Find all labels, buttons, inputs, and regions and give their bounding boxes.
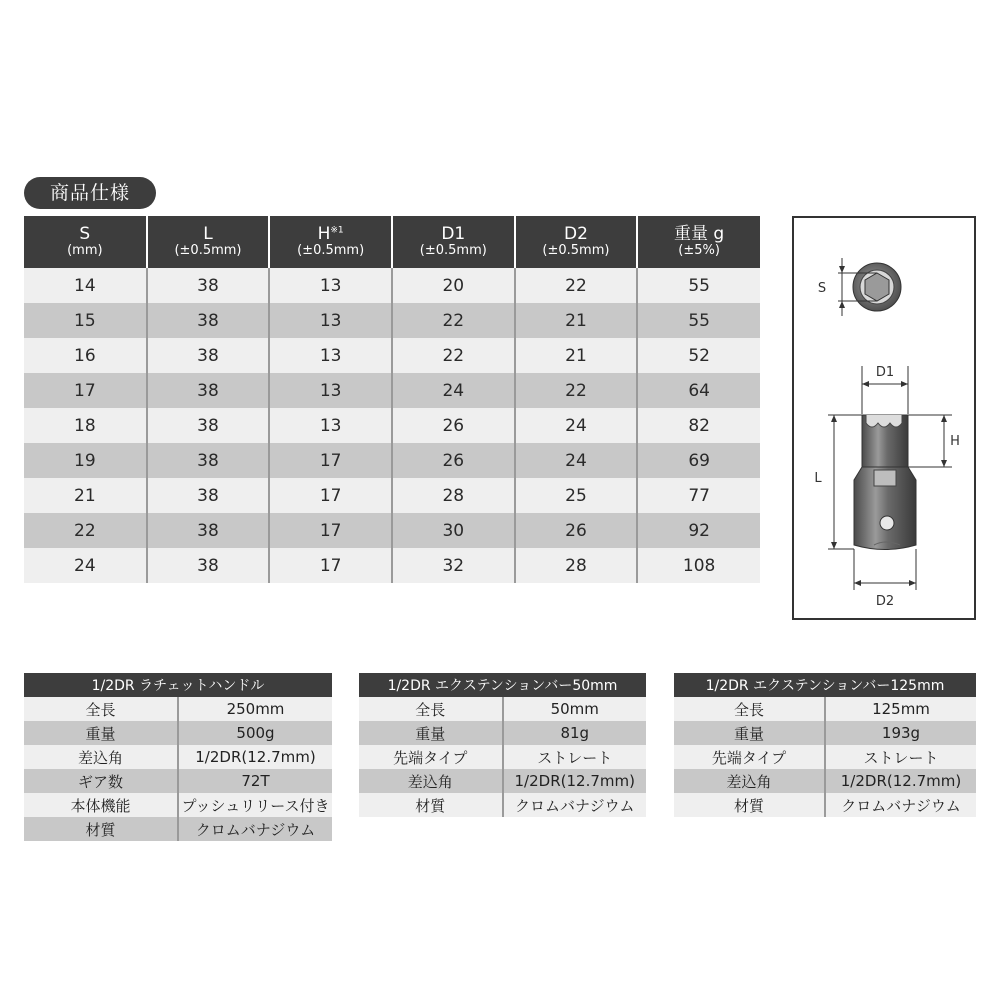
spec-title: 1/2DR エクステンションバー50mm [359, 673, 646, 697]
cell-h: 13 [269, 408, 392, 443]
spec-title: 1/2DR ラチェットハンドル [24, 673, 332, 697]
cell-l: 38 [147, 548, 270, 583]
cell-d1: 26 [392, 443, 515, 478]
spec-row [24, 817, 332, 841]
cell-weight: 55 [637, 303, 760, 338]
spec-row [24, 745, 332, 769]
spec-table [24, 216, 760, 583]
cell-s: 16 [24, 338, 147, 373]
spec-label: 重量 [674, 721, 825, 745]
cell-s: 18 [24, 408, 147, 443]
cell-h: 17 [269, 443, 392, 478]
spec-title: 1/2DR エクステンションバー125mm [674, 673, 976, 697]
spec-value: ストレート [825, 745, 976, 769]
cell-d2: 28 [515, 548, 638, 583]
cell-s: 19 [24, 443, 147, 478]
spec-row [674, 793, 976, 817]
cell-h: 17 [269, 478, 392, 513]
cell-s: 21 [24, 478, 147, 513]
spec-label: 重量 [359, 721, 503, 745]
table-row [24, 513, 760, 548]
cell-d2: 22 [515, 373, 638, 408]
spec-value: 50mm [503, 697, 647, 721]
header-h: $H^{※1}$ (±0.5mm) [269, 216, 392, 268]
spec-label: 重量 [24, 721, 178, 745]
cell-l: 38 [147, 303, 270, 338]
socket-side-view [854, 415, 916, 550]
cell-weight: 82 [637, 408, 760, 443]
table-row [24, 548, 760, 583]
spec-label: 差込角 [359, 769, 503, 793]
spec-label: 差込角 [24, 745, 178, 769]
cell-d2: 26 [515, 513, 638, 548]
cell-l: 38 [147, 478, 270, 513]
spec-value: クロムバナジウム [178, 817, 332, 841]
spec-label: 差込角 [674, 769, 825, 793]
cell-s: 15 [24, 303, 147, 338]
spec-value: 125mm [825, 697, 976, 721]
cell-d1: 24 [392, 373, 515, 408]
spec-label: 材質 [674, 793, 825, 817]
cell-weight: 69 [637, 443, 760, 478]
table-row [24, 268, 760, 303]
spec-label: 全長 [359, 697, 503, 721]
spec-row [24, 793, 332, 817]
spec-value: 500g [178, 721, 332, 745]
spec-label: 先端タイプ [674, 745, 825, 769]
label-d2: D2 [875, 594, 895, 609]
spec-row [674, 697, 976, 721]
cell-h: 17 [269, 513, 392, 548]
cell-d1: 22 [392, 338, 515, 373]
spec-value: 250mm [178, 697, 332, 721]
spec-value: プッシュリリース付き [178, 793, 332, 817]
spec-value: クロムバナジウム [503, 793, 647, 817]
cell-l: 38 [147, 268, 270, 303]
cell-s: 22 [24, 513, 147, 548]
spec-extension-bar-50 [359, 673, 646, 817]
header-s: S (mm) [24, 216, 147, 268]
cell-d2: 21 [515, 303, 638, 338]
spec-value: 1/2DR(12.7mm) [503, 769, 647, 793]
spec-value: 1/2DR(12.7mm) [825, 769, 976, 793]
spec-label: 先端タイプ [359, 745, 503, 769]
cell-l: 38 [147, 443, 270, 478]
label-s: S [817, 281, 827, 296]
spec-row [24, 721, 332, 745]
socket-diagram [792, 216, 976, 620]
cell-h: 13 [269, 338, 392, 373]
section-title: 商品仕様 [24, 177, 156, 209]
spec-row [359, 769, 646, 793]
cell-weight: 64 [637, 373, 760, 408]
cell-h: 13 [269, 268, 392, 303]
spec-row [359, 721, 646, 745]
cell-l: 38 [147, 338, 270, 373]
cell-d1: 32 [392, 548, 515, 583]
cell-h: 13 [269, 373, 392, 408]
table-row [24, 443, 760, 478]
cell-d1: 30 [392, 513, 515, 548]
cell-weight: 92 [637, 513, 760, 548]
label-l: L [814, 471, 822, 486]
cell-d2: 21 [515, 338, 638, 373]
cell-d1: 26 [392, 408, 515, 443]
table-row [24, 408, 760, 443]
spec-label: 材質 [359, 793, 503, 817]
spec-label: 材質 [24, 817, 178, 841]
cell-l: 38 [147, 373, 270, 408]
cell-h: 17 [269, 548, 392, 583]
spec-ratchet-handle [24, 673, 332, 841]
cell-d2: 24 [515, 443, 638, 478]
spec-value: クロムバナジウム [825, 793, 976, 817]
header-weight: 重量 g (±5%) [637, 216, 760, 268]
cell-d1: 20 [392, 268, 515, 303]
header-d2: D2 (±0.5mm) [515, 216, 638, 268]
spec-value: 72T [178, 769, 332, 793]
spec-label: 全長 [24, 697, 178, 721]
spec-label: 全長 [674, 697, 825, 721]
cell-weight: 108 [637, 548, 760, 583]
table-row [24, 338, 760, 373]
table-row [24, 303, 760, 338]
socket-top-view [838, 258, 901, 316]
cell-d1: 22 [392, 303, 515, 338]
label-d1: D1 [875, 365, 895, 380]
cell-s: 17 [24, 373, 147, 408]
spec-row [24, 697, 332, 721]
spec-row [24, 769, 332, 793]
cell-s: 24 [24, 548, 147, 583]
cell-d1: 28 [392, 478, 515, 513]
spec-row [674, 769, 976, 793]
cell-l: 38 [147, 513, 270, 548]
cell-weight: 55 [637, 268, 760, 303]
cell-weight: 52 [637, 338, 760, 373]
spec-value: 1/2DR(12.7mm) [178, 745, 332, 769]
table-row [24, 373, 760, 408]
spec-value: 81g [503, 721, 647, 745]
cell-h: 13 [269, 303, 392, 338]
table-row [24, 478, 760, 513]
spec-extension-bar-125 [674, 673, 976, 817]
cell-d2: 24 [515, 408, 638, 443]
table-header-row [24, 216, 760, 268]
cell-d2: 22 [515, 268, 638, 303]
cell-l: 38 [147, 408, 270, 443]
spec-row [674, 745, 976, 769]
socket-dimension-drawing [794, 218, 974, 618]
cell-weight: 77 [637, 478, 760, 513]
spec-value: 193g [825, 721, 976, 745]
spec-row [674, 721, 976, 745]
header-d1: D1 (±0.5mm) [392, 216, 515, 268]
label-h: H [950, 434, 960, 449]
cell-s: 14 [24, 268, 147, 303]
cell-d2: 25 [515, 478, 638, 513]
spec-row [359, 745, 646, 769]
spec-value: ストレート [503, 745, 647, 769]
spec-label: 本体機能 [24, 793, 178, 817]
spec-label: ギア数 [24, 769, 178, 793]
header-l: L (±0.5mm) [147, 216, 270, 268]
spec-row [359, 793, 646, 817]
spec-row [359, 697, 646, 721]
